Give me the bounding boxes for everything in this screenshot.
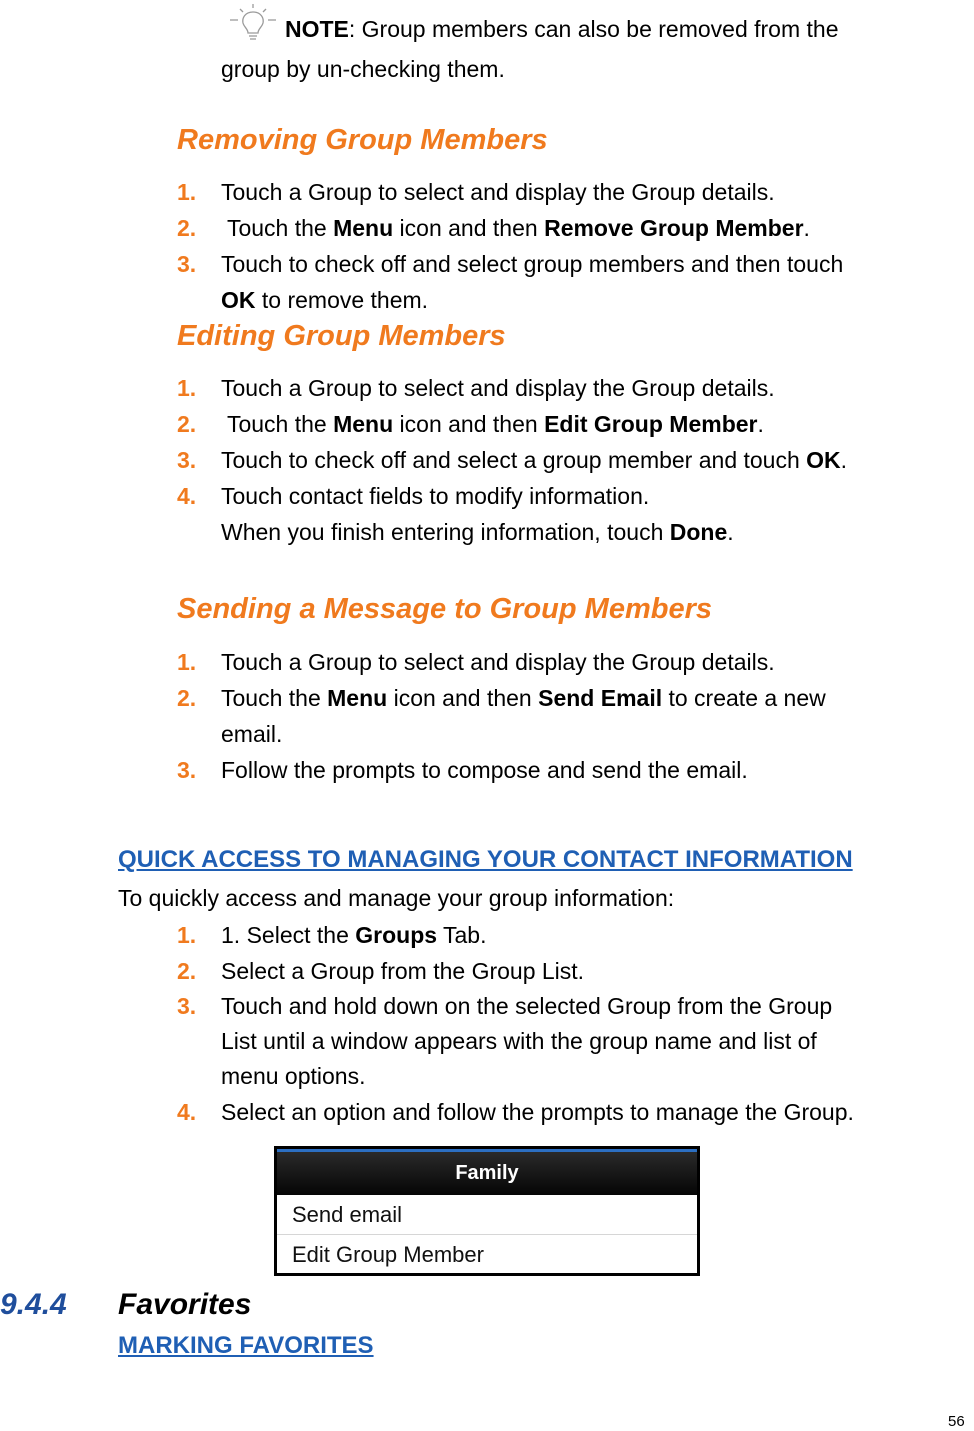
sending-step2-text: Touch the Menu icon and then Send Email to create a new	[221, 685, 826, 711]
quick-step4-text: Select an option and follow the prompts to manage the Group.	[221, 1099, 854, 1125]
quick-step2-num: 2.	[177, 958, 197, 984]
menu-item-edit-group-member[interactable]: Edit Group Member	[292, 1241, 484, 1267]
quick-access-heading[interactable]: QUICK ACCESS TO MANAGING YOUR CONTACT INFORMATION	[118, 846, 853, 873]
editing-step4-line2: When you finish entering information, touch Done.	[221, 519, 734, 545]
editing-step3-text: Touch to check off and select a group member and touch OK.	[221, 447, 848, 473]
editing-step2-text: Touch the Menu icon and then Edit Group Member.	[221, 411, 764, 437]
editing-step1-text: Touch a Group to select and display the Group details.	[221, 375, 775, 401]
removing-step1-num: 1.	[177, 179, 197, 205]
lightbulb-icon	[226, 2, 280, 42]
removing-step2-num: 2.	[177, 215, 197, 241]
note-line1	[285, 16, 839, 43]
sending-step1-num: 1.	[177, 649, 197, 675]
sending-heading: Sending a Message to Group Members	[177, 593, 712, 625]
quick-step3-line2: List until a window appears with the group name and list of	[221, 1028, 817, 1054]
editing-step4-text: Touch contact fields to modify information.	[221, 483, 650, 509]
note-line2: group by un-checking them.	[221, 56, 505, 82]
section-title: Favorites	[118, 1288, 252, 1321]
removing-step3-line1: Touch to check off and select group members and then touch	[221, 251, 844, 277]
note-text-1: : Group members can also be removed from the	[348, 16, 839, 42]
sending-step1-text: Touch a Group to select and display the Group details.	[221, 649, 775, 675]
quick-step3-num: 3.	[177, 993, 197, 1019]
removing-step3-line2: OK to remove them.	[221, 287, 429, 313]
removing-heading: Removing Group Members	[177, 124, 548, 156]
editing-step2-num: 2.	[177, 411, 197, 437]
quick-access-intro: To quickly access and manage your group information:	[118, 885, 675, 911]
menu-item-send-email[interactable]: Send email	[277, 1195, 697, 1235]
editing-step3-num: 3.	[177, 447, 197, 473]
note-label: NOTE	[285, 16, 349, 42]
section-number: 9.4.4	[0, 1288, 67, 1321]
quick-step2-text: Select a Group from the Group List.	[221, 958, 585, 984]
group-menu-screenshot	[274, 1146, 700, 1276]
removing-step3-num: 3.	[177, 251, 197, 277]
sending-step3-text: Follow the prompts to compose and send the email.	[221, 757, 748, 783]
editing-step1-num: 1.	[177, 375, 197, 401]
editing-heading: Editing Group Members	[177, 320, 506, 352]
quick-step3-line1: Touch and hold down on the selected Group from the Group	[221, 993, 833, 1019]
sending-step3-num: 3.	[177, 757, 197, 783]
editing-step4-num: 4.	[177, 483, 197, 509]
sending-step2-num: 2.	[177, 685, 197, 711]
page-number: 56	[948, 1413, 965, 1430]
quick-step3-line3: menu options.	[221, 1063, 366, 1089]
marking-favorites-heading[interactable]: MARKING FAVORITES	[118, 1332, 374, 1359]
quick-step1-text: 1. Select the Groups Tab.	[221, 922, 487, 948]
removing-step2-text: Touch the Menu icon and then Remove Group Member.	[221, 215, 810, 241]
quick-step4-num: 4.	[177, 1099, 197, 1125]
removing-step1-text: Touch a Group to select and display the Group details.	[221, 179, 775, 205]
sending-step2-line2: email.	[221, 721, 283, 747]
quick-step1-num: 1.	[177, 922, 197, 948]
menu-title: Family	[277, 1149, 697, 1195]
